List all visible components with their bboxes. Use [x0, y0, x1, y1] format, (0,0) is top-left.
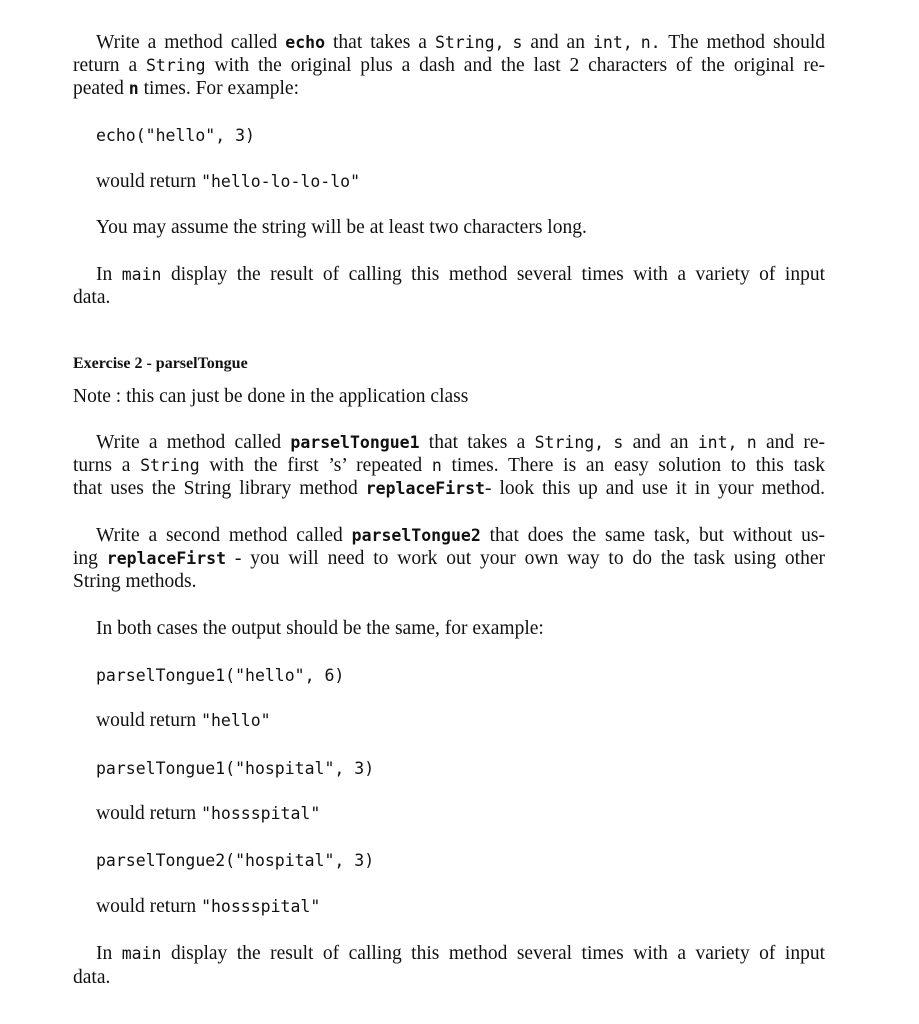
code-parseltongue2: parselTongue2 — [351, 526, 481, 545]
text: and an — [522, 32, 593, 53]
code-return-value: "hossspital" — [201, 897, 321, 916]
echo-example-call: echo("hello", 3) — [96, 126, 255, 145]
echo-example-result — [96, 170, 360, 194]
exercise-2-heading: Exercise 2 - parselTongue — [73, 355, 248, 372]
text: display the result of calling this method several times with a variety of input — [161, 943, 825, 964]
text — [737, 432, 746, 453]
text: Write a method called — [96, 432, 291, 453]
text — [604, 432, 613, 453]
code-param-n: n — [746, 433, 757, 452]
text: Write a method called — [96, 32, 286, 53]
echo-paragraph-line-3 — [73, 77, 299, 101]
text: In — [96, 264, 122, 285]
text: times. There is an easy solution to this task — [441, 455, 826, 476]
code-param-s: s — [512, 33, 523, 52]
text: would return — [96, 710, 202, 731]
pt-example-2-result — [96, 802, 320, 826]
text — [633, 32, 641, 53]
pt-example-3-call: parselTongue2("hospital", 3) — [96, 851, 375, 870]
echo-paragraph-line-1 — [96, 31, 825, 55]
code-param-n: n — [128, 79, 139, 98]
pt1-paragraph-line-2 — [73, 454, 825, 478]
text: turns a — [73, 455, 141, 476]
pt-example-3-result — [96, 895, 320, 919]
text: that uses the String library method — [73, 478, 366, 499]
text: display the result of calling this method several times with a variety of input — [161, 264, 825, 285]
text: that does the same task, but without us- — [480, 525, 826, 546]
text: - you will need to work out your own way to do the task using other — [226, 548, 826, 569]
main-paragraph-1-line-1 — [96, 263, 825, 287]
pt1-paragraph-line-3 — [73, 477, 825, 501]
both-cases-paragraph: In both cases the output should be the same, for example: — [96, 618, 544, 639]
text: Write a second method called — [96, 525, 352, 546]
text: and re- — [756, 432, 826, 453]
text: and an — [623, 432, 698, 453]
code-replacefirst: replaceFirst — [106, 549, 227, 568]
code-return-value: "hossspital" — [201, 804, 321, 823]
main-paragraph-2-line-1 — [96, 942, 825, 966]
code-param-n: n — [431, 456, 442, 475]
code-replacefirst: replaceFirst — [365, 479, 485, 498]
pt1-paragraph-line-1 — [96, 431, 825, 455]
main-paragraph-1-line-2: data. — [73, 287, 111, 308]
exercise-2-note: Note : this can just be done in the application class — [73, 386, 469, 407]
text: ing — [73, 548, 107, 569]
echo-paragraph-line-2 — [73, 54, 825, 78]
code-parseltongue1: parselTongue1 — [290, 433, 420, 452]
text: that takes a — [325, 32, 435, 53]
text: In — [96, 943, 122, 964]
code-int-type: int, — [697, 433, 738, 452]
pt-example-1-result — [96, 709, 271, 733]
pt-example-1-call: parselTongue1("hello", 6) — [96, 666, 345, 685]
pt-example-2-call: parselTongue1("hospital", 3) — [96, 759, 375, 778]
text: The method should — [660, 32, 826, 53]
code-string-type: String — [140, 456, 200, 475]
code-string-type: String, — [434, 33, 505, 52]
text: with the first ’s’ repeated — [199, 455, 432, 476]
code-int-type: int, — [592, 33, 633, 52]
text: times. For example: — [138, 78, 300, 99]
code-string-type: String — [145, 56, 206, 75]
code-echo: echo — [285, 33, 326, 52]
pt2-paragraph-line-3: String methods. — [73, 571, 197, 592]
text: with the original plus a dash and the last 2 characters of the original re- — [205, 55, 826, 76]
code-param-s: s — [613, 433, 624, 452]
text: that takes a — [419, 432, 535, 453]
text: would return — [96, 803, 202, 824]
code-return-value: "hello" — [201, 711, 271, 730]
text: - look this up and use it in your method. — [484, 478, 825, 499]
text: would return — [96, 171, 202, 192]
text: return a — [73, 55, 146, 76]
assume-paragraph: You may assume the string will be at least two characters long. — [96, 217, 587, 238]
pt2-paragraph-line-1 — [96, 524, 825, 548]
code-param-n: n. — [640, 33, 661, 52]
main-paragraph-2-line-2: data. — [73, 967, 111, 988]
code-string-type: String, — [534, 433, 605, 452]
code-main: main — [121, 265, 162, 284]
code-return-value: "hello-lo-lo-lo" — [201, 172, 361, 191]
code-main: main — [121, 944, 162, 963]
text: peated — [73, 78, 129, 99]
text: would return — [96, 896, 202, 917]
pt2-paragraph-line-2 — [73, 547, 825, 571]
